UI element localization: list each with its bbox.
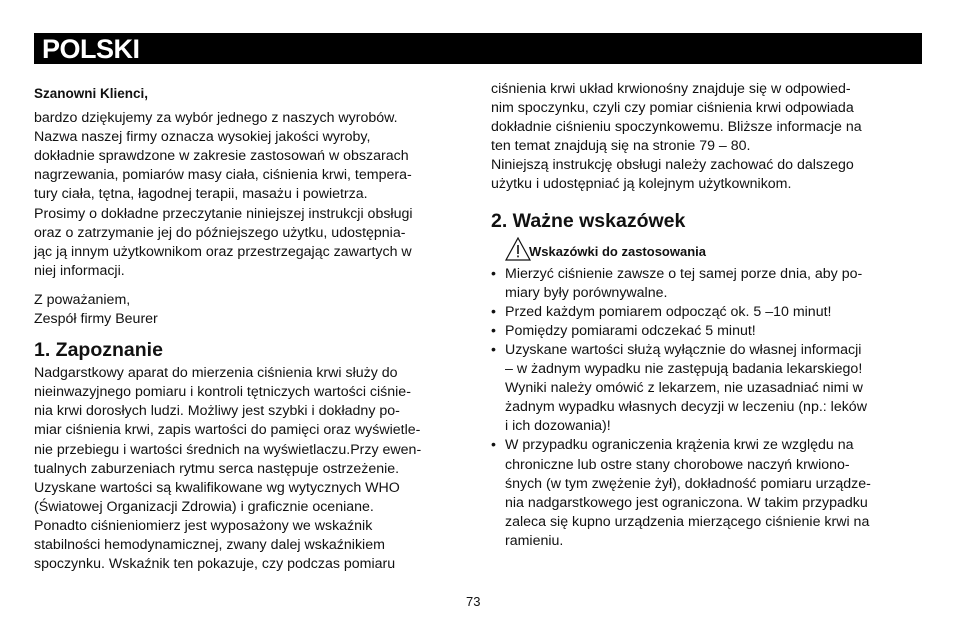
text-line: dokładnie sprawdzone w zakresie zastosowań w obszarach <box>34 148 409 165</box>
bullet-icon: • <box>491 341 496 358</box>
text-line: ramieniu. <box>505 532 564 549</box>
section-heading-introduction: 1. Zapoznanie <box>34 339 163 362</box>
text-line: tualnych zaburzeniach rytmu serca następuje ostrzeżenie. <box>34 460 400 477</box>
text-line: Pomiędzy pomiarami odczekać 5 minut! <box>505 322 756 339</box>
list-item <box>491 436 923 551</box>
text-line: spoczynku. Wskaźnik ten pokazuje, czy podczas pomiaru <box>34 556 396 573</box>
text-line: oraz o zatrzymanie jej do późniejszego użytku, udostępnia- <box>34 224 406 241</box>
text-line: Prosimy o dokładne przeczytanie niniejszej instrukcji obsługi <box>34 205 413 222</box>
bullet-icon: • <box>491 303 496 320</box>
right-column <box>491 80 923 551</box>
text-line: zaleca się kupno urządzenia mierzącego ciśnienie krwi na <box>505 513 870 530</box>
list-item <box>491 341 923 436</box>
list-item <box>491 322 923 341</box>
text-line: nia krwi dorosłych ludzi. Możliwy jest szybki i dokładny po- <box>34 403 400 420</box>
intro-paragraph <box>34 109 466 281</box>
continuation-paragraph <box>491 80 923 195</box>
bullet-list <box>491 265 923 551</box>
page-title: POLSKI <box>42 34 140 64</box>
text-line: nia nadgarstkowego jest ograniczona. W takim przypadku <box>505 494 868 511</box>
text-line: Niniejszą instrukcję obsługi należy zachować do dalszego <box>491 157 854 174</box>
text-line: Uzyskane wartości służą wyłącznie do własnej informacji <box>505 341 862 358</box>
text-line: użytku i udostępniać ją kolejnym użytkownikom. <box>491 176 792 193</box>
text-line: ciśnienia krwi układ krwionośny znajduje się w odpowied- <box>491 81 851 97</box>
list-item <box>491 303 923 322</box>
bullet-icon: • <box>491 322 496 339</box>
text-line: Nazwa naszej firmy oznacza wysokiej jakości wyroby, <box>34 129 371 146</box>
text-line: nagrzewania, pomiarów masy ciała, ciśnienia krwi, tempera- <box>34 167 412 184</box>
text-line: W przypadku ograniczenia krążenia krwi ze względu na <box>505 437 854 454</box>
text-line: nim spoczynku, czyli czy pomiar ciśnienia krwi odpowiada <box>491 100 854 117</box>
text-line: nieinwazyjnego pomiaru i kontroli tętniczych wartości ciśnie- <box>34 384 411 401</box>
text-line: Przed każdym pomiarem odpocząć ok. 5 –10 minut! <box>505 303 832 320</box>
left-column <box>34 84 466 574</box>
text-line: niej informacji. <box>34 262 125 279</box>
language-header-bar <box>34 33 922 64</box>
text-line: żadnym wypadku własnych decyzji w leczeniu (np.: leków <box>505 399 867 416</box>
text-line: jąc ją innym użytkownikom oraz przestrzegając zawartych w <box>34 243 412 260</box>
text-line: Ponadto ciśnieniomierz jest wyposażony we wskaźnik <box>34 517 373 534</box>
text-line: bardzo dziękujemy za wybór jednego z naszych wyrobów. <box>34 110 398 127</box>
bullet-icon: • <box>491 265 496 282</box>
text-line: śnych (w tym zwężenie żył), dokładność pomiaru urządze- <box>505 475 871 492</box>
warning-row <box>491 237 923 265</box>
text-line: ten temat znajdują się na stronie 79 – 80. <box>491 138 751 155</box>
text-line: – w żadnym wypadku nie zastępują badania lekarskiego! <box>505 361 863 378</box>
text-line: tury ciała, tętna, łagodnej terapii, masażu i powietrza. <box>34 186 368 203</box>
text-line: Nadgarstkowy aparat do mierzenia ciśnienia krwi służy do <box>34 365 398 382</box>
text-line: stabilności hemodynamicznej, zwany dalej wskaźnikiem <box>34 536 385 553</box>
page-number: 73 <box>466 594 481 609</box>
text-line: miary były porównywalne. <box>505 284 668 301</box>
text-line: Z poważaniem, <box>34 291 131 308</box>
list-item <box>491 265 923 303</box>
closing-signature <box>34 291 466 329</box>
text-line: chroniczne lub ostre stany chorobowe naczyń krwiono- <box>505 456 850 473</box>
text-line: dokładnie ciśnieniu spoczynkowemu. Bliższe informacje na <box>491 119 862 136</box>
greeting: Szanowni Klienci, <box>34 86 149 101</box>
section-introduction-text <box>34 364 466 574</box>
text-line: Mierzyć ciśnienie zawsze o tej samej porze dnia, aby po- <box>505 265 863 282</box>
text-line: nie przebiegu i wartości średnich na wyświetlaczu.Przy ewen- <box>34 441 422 458</box>
text-line: miar ciśnienia krwi, zapis wartości do pamięci oraz wyświetle- <box>34 422 421 439</box>
text-line: (Światowej Organizacji Zdrowia) i graficznie oceniane. <box>34 498 374 515</box>
section-heading-important-notes: 2. Ważne wskazówek <box>491 209 686 232</box>
text-line: i ich dozowania)! <box>505 418 611 435</box>
warning-label: Wskazówki do zastosowania <box>529 243 706 259</box>
warning-triangle-icon <box>505 237 531 261</box>
bullet-icon: • <box>491 437 496 454</box>
text-line: Wyniki należy omówić z lekarzem, nie uzasadniać nimi w <box>505 380 863 397</box>
text-line: Zespół firmy Beurer <box>34 311 158 328</box>
text-line: Uzyskane wartości są kwalifikowane wg wytycznych WHO <box>34 479 400 496</box>
